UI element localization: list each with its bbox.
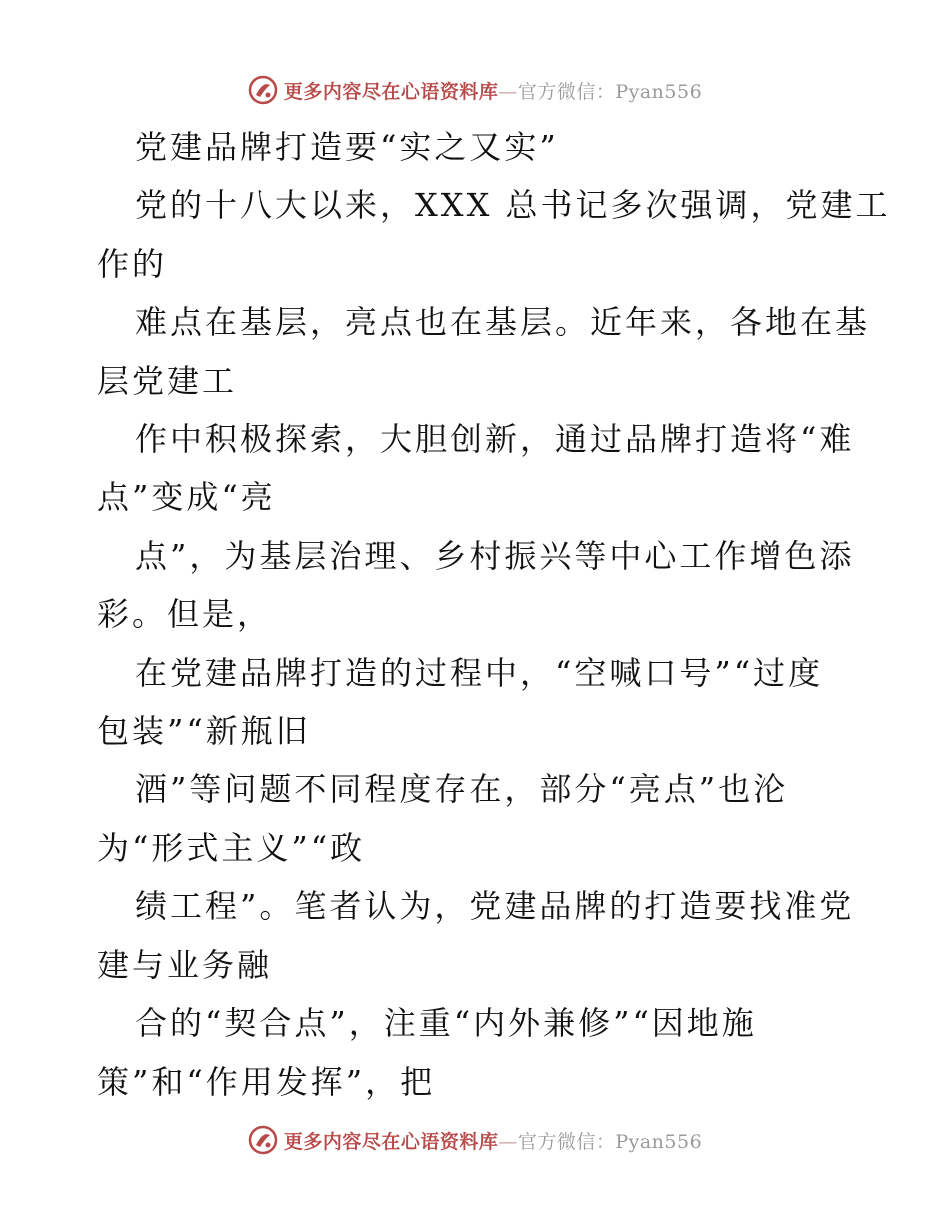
body-line: 为“形式主义”“政 xyxy=(97,828,366,867)
body-line: 彩。但是， xyxy=(97,595,273,634)
body-line: 绩工程”。笔者认为，党建品牌的打造要找准党 xyxy=(135,887,855,926)
brand-logo-icon xyxy=(248,75,278,105)
header-brand-sep: — xyxy=(498,80,518,103)
footer-brand-sep: — xyxy=(498,1130,518,1153)
body-line: 合的“契合点”，注重“内外兼修”“因地施 xyxy=(135,1004,757,1043)
body-line: 点”变成“亮 xyxy=(97,478,276,517)
footer-brand-wechat: 官方微信：Pyan556 xyxy=(517,1130,703,1153)
body-line: 层党建工 xyxy=(97,361,238,400)
body-line: 建与业务融 xyxy=(97,945,273,984)
body-line: 难点在基层，亮点也在基层。近年来，各地在基 xyxy=(135,303,871,342)
body-line: 党建品牌打造要“实之又实” xyxy=(135,128,559,166)
footer-brand-text xyxy=(284,1127,702,1154)
header-brand-text xyxy=(284,77,702,104)
body-line: 作中积极探索，大胆创新，通过品牌打造将“难 xyxy=(135,420,855,459)
body-line: 在党建品牌打造的过程中，“空喊口号”“过度 xyxy=(135,653,824,692)
document-body xyxy=(97,118,891,1111)
page-header xyxy=(0,70,950,110)
header-brand-wechat: 官方微信：Pyan556 xyxy=(517,80,703,103)
body-line: 作的 xyxy=(97,244,168,283)
body-line: 酒”等问题不同程度存在，部分“亮点”也沦 xyxy=(135,770,789,809)
footer-brand-main: 更多内容尽在心语资料库 xyxy=(283,1130,499,1153)
body-line: 党的十八大以来，XXX 总书记多次强调，党建工 xyxy=(135,186,891,225)
body-line: 策”和“作用发挥”，把 xyxy=(97,1062,436,1101)
body-line: 点”，为基层治理、乡村振兴等中心工作增色添 xyxy=(135,536,855,575)
page-footer xyxy=(0,1120,950,1160)
body-line: 包装”“新瓶旧 xyxy=(97,712,311,751)
header-brand-main: 更多内容尽在心语资料库 xyxy=(283,80,499,103)
brand-logo-icon xyxy=(248,1125,278,1155)
